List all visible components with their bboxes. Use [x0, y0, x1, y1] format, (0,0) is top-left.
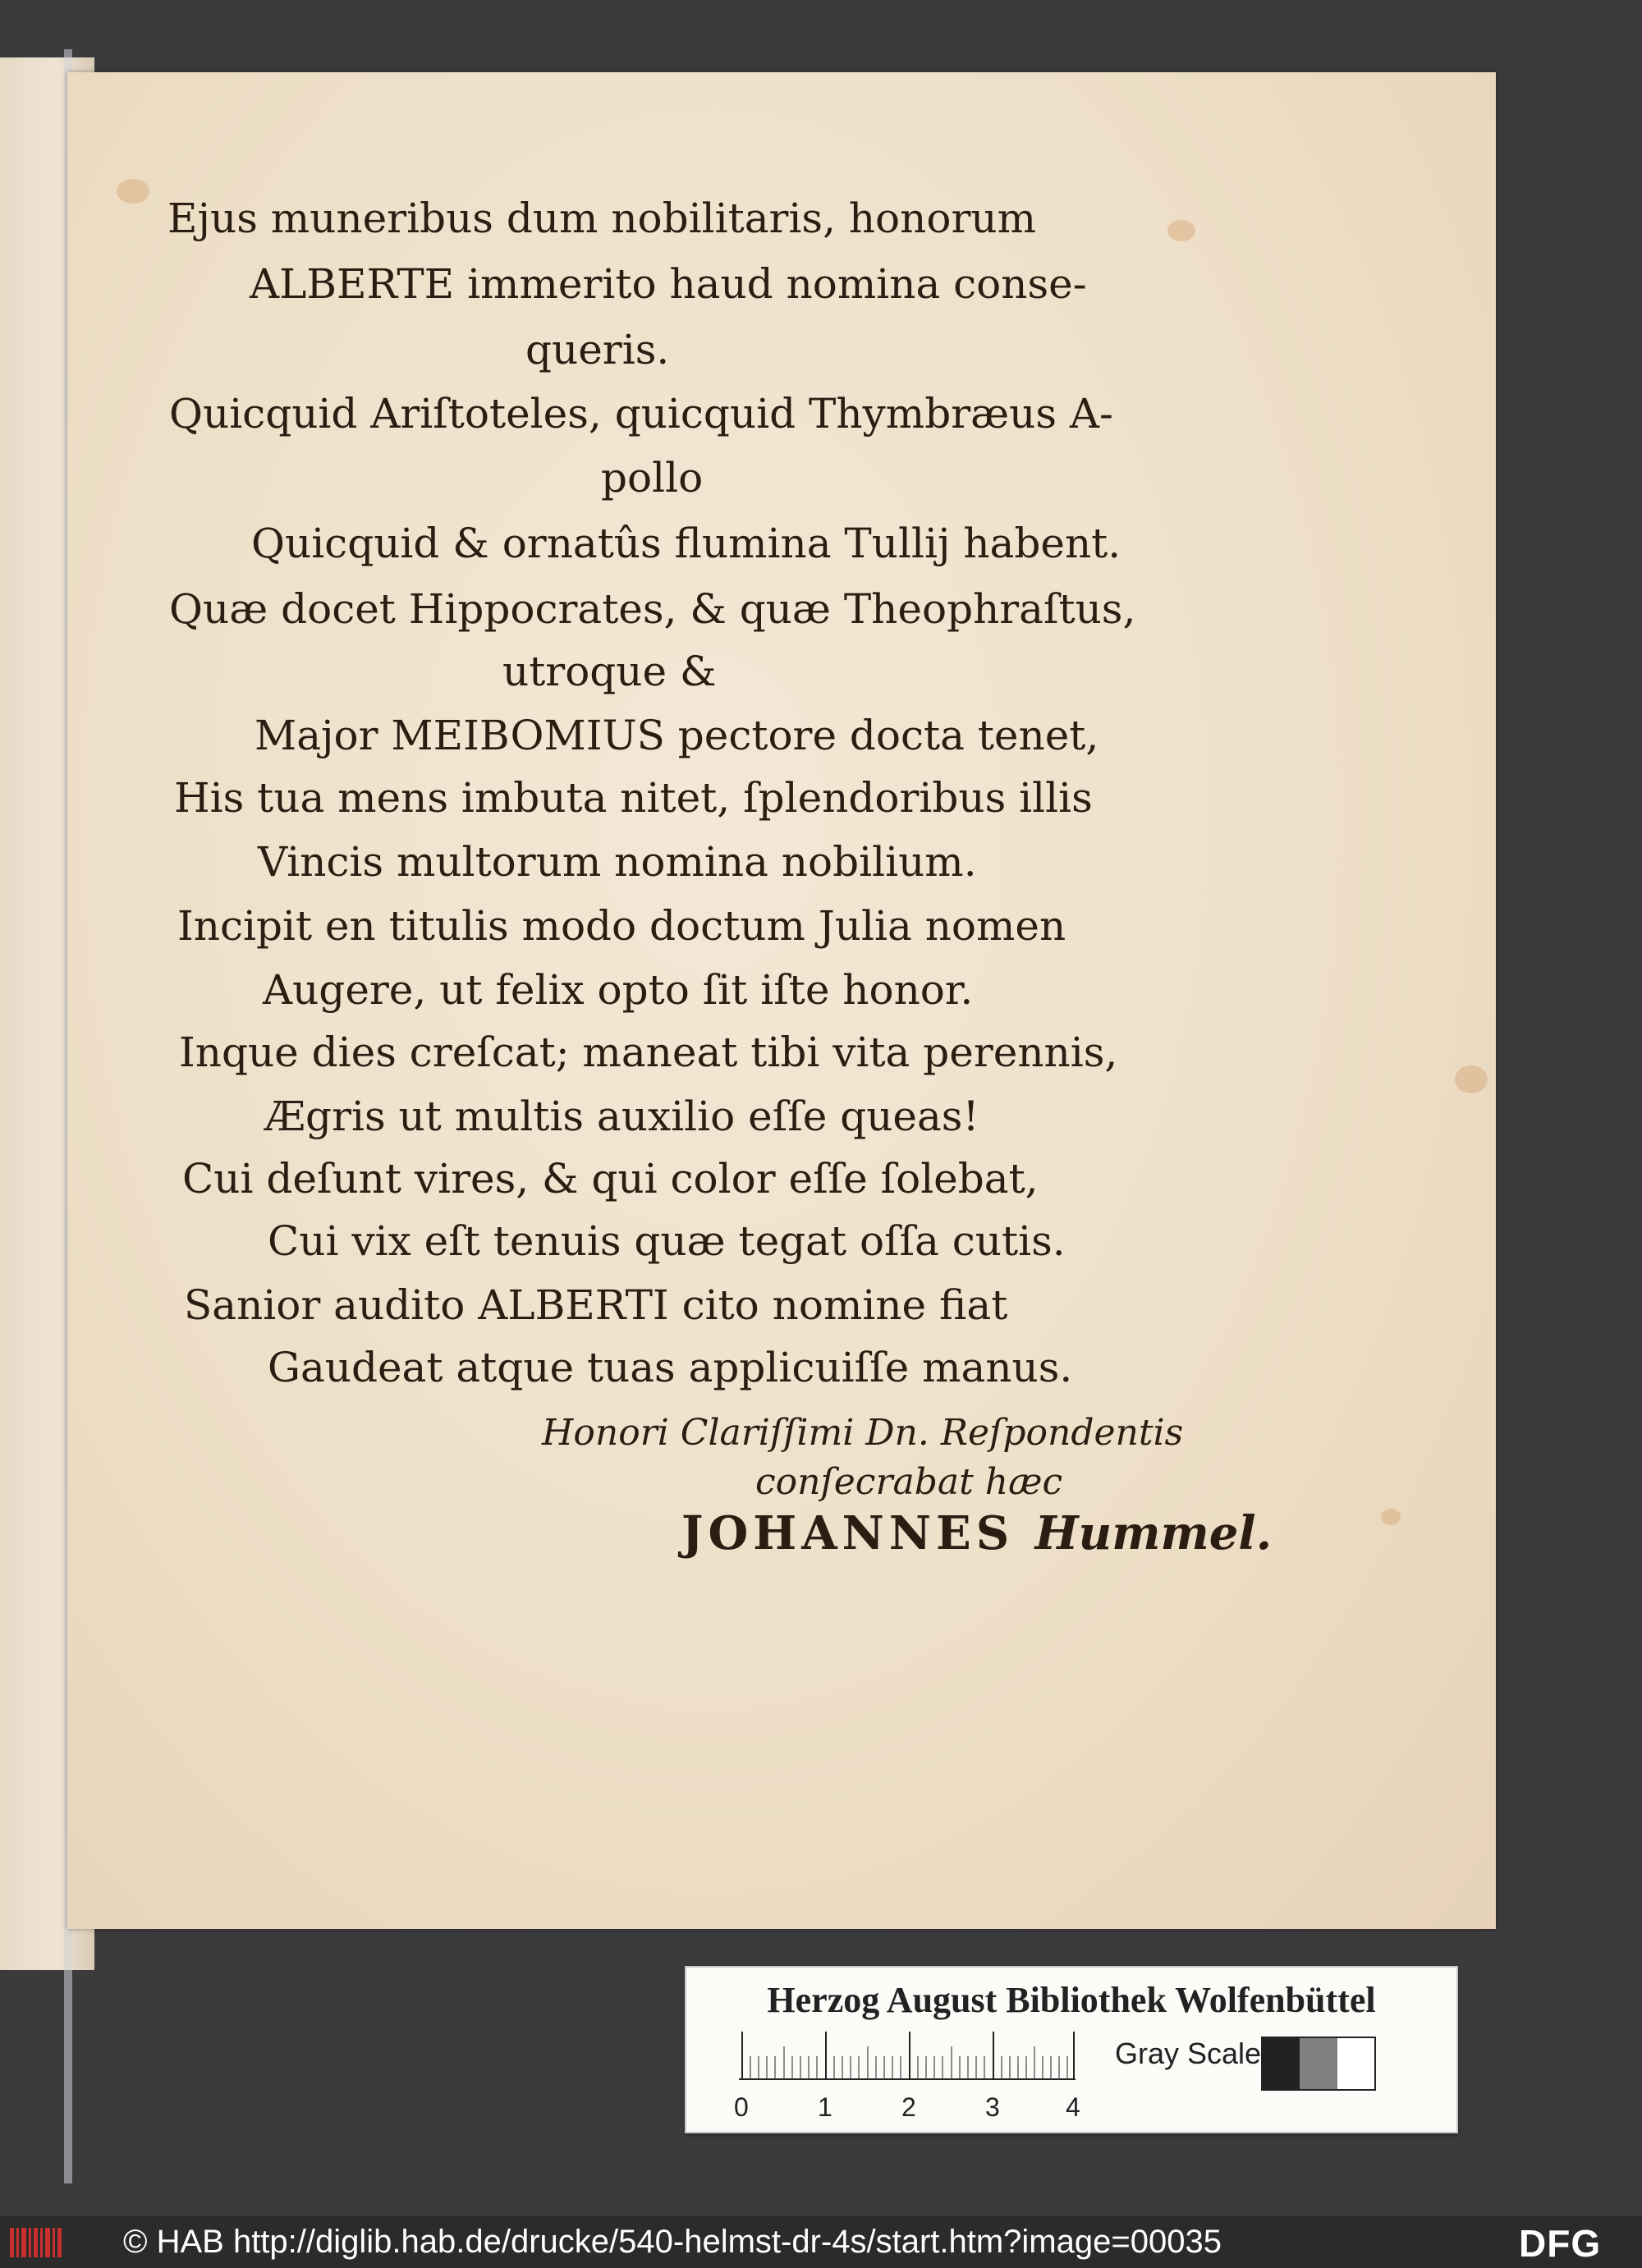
copyright-url-link[interactable]: © HAB http://diglib.hab.de/drucke/540-helmst-dr-4s/start.htm?image=00035: [123, 2224, 1222, 2260]
footer-bar: [0, 2216, 1642, 2268]
poem-line: Quæ docet Hippocrates, & quæ Theophraſtus,: [169, 585, 1136, 633]
poem-line: Cui deſunt vires, & qui color eſſe ſolebat,: [182, 1155, 1039, 1203]
library-name: Herzog August Bibliothek Wolfenbüttel: [767, 1980, 1376, 2020]
gray-swatch-light: [1337, 2038, 1374, 2089]
ruler-number: 1: [818, 2092, 832, 2122]
measurement-ruler: [739, 2032, 1076, 2082]
poem-line: Incipit en titulis modo doctum Julia nomen: [177, 902, 1066, 950]
gray-scale-swatches: [1261, 2037, 1376, 2091]
poem-line: Vincis multorum nomina nobilium.: [258, 838, 977, 886]
ruler-number: 4: [1066, 2092, 1080, 2122]
author-signature: [681, 1506, 1273, 1560]
poem-line: Major MEIBOMIUS pectore docta tenet,: [255, 712, 1099, 759]
color-reference-card: [685, 1966, 1458, 2133]
poem-line: Gaudeat atque tuas applicuiſſe manus.: [268, 1344, 1073, 1391]
poem-line: Inque dies creſcat; maneat tibi vita perennis,: [179, 1029, 1118, 1076]
author-last-name: Hummel.: [1034, 1506, 1273, 1560]
gray-swatch-mid: [1300, 2038, 1337, 2089]
poem-line: His tua mens imbuta nitet, ſplendoribus illis: [174, 774, 1093, 822]
poem-line: queris.: [525, 326, 670, 373]
poem-line: Sanior audito ALBERTI cito nomine fiat: [184, 1281, 1008, 1329]
poem-line: Ejus muneribus dum nobilitaris, honorum: [167, 195, 1036, 242]
poem-line: Augere, ut felix opto ſit iſte honor.: [263, 966, 974, 1014]
poem-line: Quicquid & ornatûs flumina Tullij habent.: [251, 520, 1121, 567]
poem-line: Ægris ut multis auxilio eſſe queas!: [264, 1093, 979, 1140]
poem-line: Cui vix eſt tenuis quæ tegat oſſa cutis.: [268, 1217, 1066, 1265]
barcode-icon: [8, 2224, 66, 2261]
poem-line: Quicquid Ariſtoteles, quicquid Thymbræus A-: [169, 390, 1113, 438]
ruler-number: 3: [985, 2092, 1000, 2122]
ruler-number: 0: [734, 2092, 749, 2122]
poem-line: utroque &: [502, 648, 717, 695]
gray-scale-label: Gray Scale: [1115, 2037, 1262, 2070]
gray-swatch-dark: [1263, 2038, 1300, 2089]
ruler-number: 2: [901, 2092, 916, 2122]
poem-line: pollo: [601, 454, 704, 502]
dfg-logo: DFG: [1519, 2222, 1602, 2265]
dedication-line: Honori Clariſſimi Dn. Reſpondentis: [542, 1412, 1184, 1454]
consecration-line: conſecrabat hæc: [755, 1461, 1063, 1503]
poem-line: ALBERTE immerito haud nomina conse-: [250, 260, 1087, 308]
author-first-name: JOHANNES: [681, 1506, 1015, 1560]
